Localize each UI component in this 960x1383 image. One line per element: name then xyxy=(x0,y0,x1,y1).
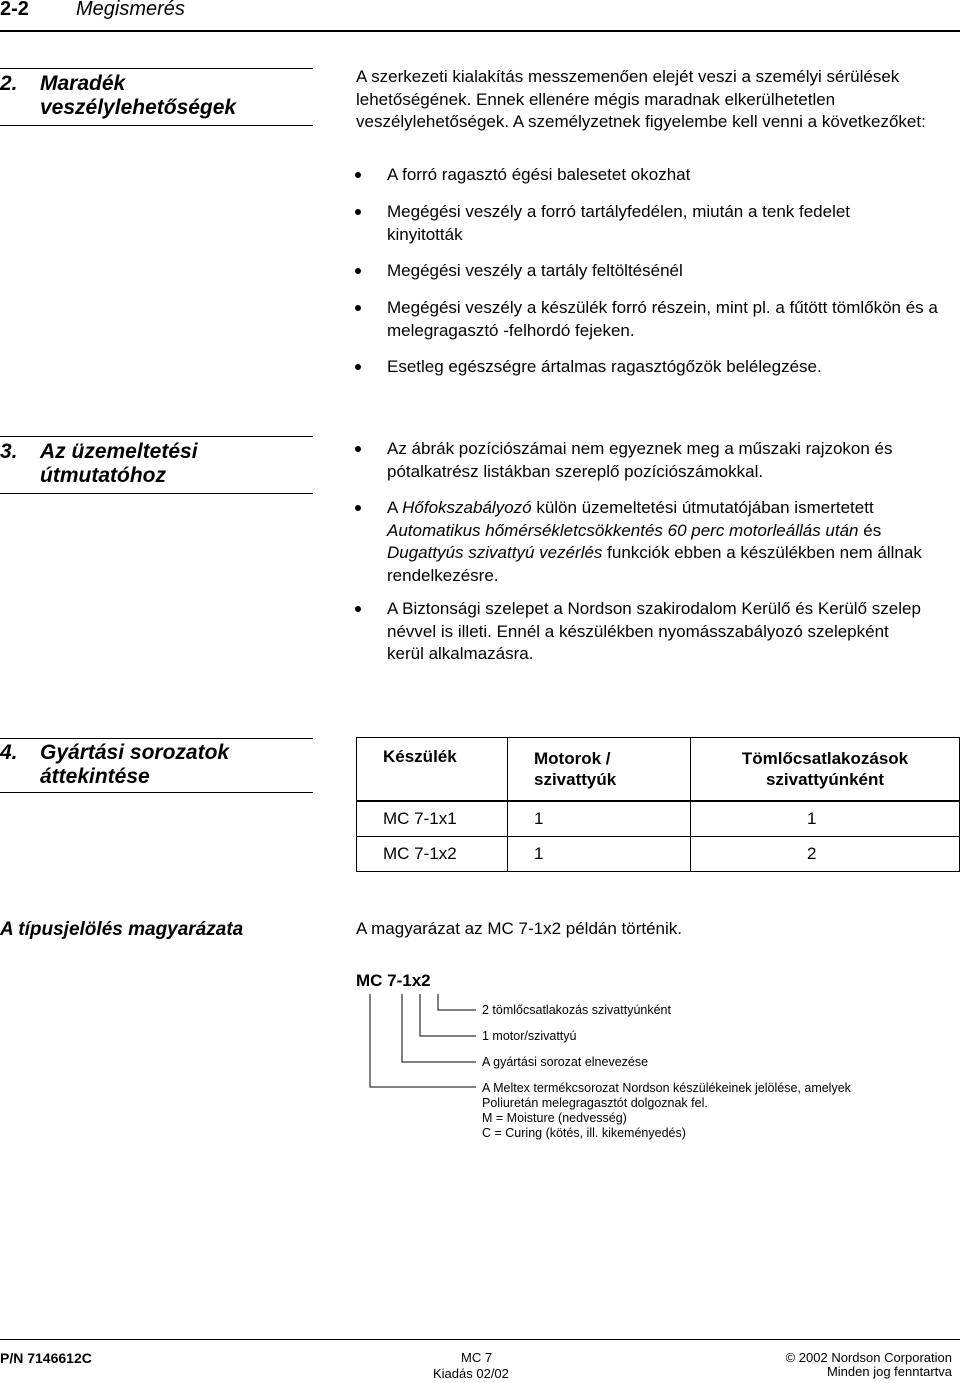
designation-item-4: A Meltex termékcsorozat Nordson készülékeinek jelölése, amelyek xyxy=(482,1081,851,1095)
section4-number: 4. xyxy=(0,741,18,764)
connector-line-3 xyxy=(402,994,476,1062)
page-title: Megismerés xyxy=(76,0,185,20)
section2-title-line1: Maradék xyxy=(40,72,126,95)
bullet-text: Megégési veszély a tartály feltöltésénél xyxy=(387,261,683,280)
bullet-text-a: A xyxy=(387,498,403,517)
section3-title-line1: Az üzemeltetési xyxy=(40,440,198,463)
bullet-text-d: funkciók ebben a készülékben nem állnak rendelkezésre. xyxy=(387,543,922,585)
table-cell: 1 xyxy=(508,801,691,837)
footer-rights: Minden jog fenntartva xyxy=(826,1364,952,1379)
table-cell: 1 xyxy=(691,801,960,837)
section2-title-line2: veszélylehetőségek xyxy=(40,96,237,119)
designation-item-6: M = Moisture (nedvesség) xyxy=(482,1111,627,1125)
table-cell: 2 xyxy=(691,837,960,872)
designation-item-5: Poliuretán melegragasztót dolgoznak fel. xyxy=(482,1096,708,1110)
type-designation-title: A típusjelölés magyarázata xyxy=(0,919,244,940)
designation-item-3: A gyártási sorozat elnevezése xyxy=(482,1055,649,1069)
bullet-text-italic-1: Hőfokszabályozó xyxy=(402,498,532,517)
bullet-text: Az ábrák pozíciószámai nem egyeznek meg a műszaki rajzokon és pótalkatrész listákban szereplő pozíciószámokkal. xyxy=(387,439,893,481)
footer-edition: Kiadás 02/02 xyxy=(433,1366,509,1381)
bullet-text: A Biztonsági szelepet a Nordson szakirodalom Kerülő és Kerülő szelep névvel is illeti. Ennél a készülékben nyomásszabályozó szelepként kerül alkalmazásra. xyxy=(387,599,921,663)
footer-rule xyxy=(0,1339,960,1340)
bullet-text: Megégési veszély a forró tartályfedélen, miután a tenk fedelet kinyitották xyxy=(387,202,851,244)
table-cell: MC 7-1x1 xyxy=(357,801,508,837)
bullet-text-italic-3: Dugattyús szivattyú vezérlés xyxy=(387,543,603,562)
table-header-cell: Motorok / szivattyúk xyxy=(508,738,691,802)
section4-title-line1: Gyártási sorozatok xyxy=(40,741,230,764)
type-code: MC 7-1x2 xyxy=(356,971,431,990)
designation-item-1: 2 tömlőcsatlakozás szivattyúnként xyxy=(482,1003,671,1017)
table-cell: MC 7-1x2 xyxy=(357,837,508,872)
table-cell: 1 xyxy=(508,837,691,872)
table-header-cell: Készülék xyxy=(357,738,508,802)
connector-line-4 xyxy=(370,994,476,1087)
connector-line-1 xyxy=(438,994,476,1010)
type-designation-intro: A magyarázat az MC 7-1x2 példán történik. xyxy=(356,919,682,938)
bullet-text-b: külön üzemeltetési útmutatójában ismertetett xyxy=(531,498,874,517)
section4-title-line2: áttekintése xyxy=(40,765,150,788)
section3-number: 3. xyxy=(0,440,18,463)
designation-item-2: 1 motor/szivattyú xyxy=(482,1029,577,1043)
bullet-text: Megégési veszély a készülék forró részein, mint pl. a fűtött tömlőkön és a melegragasztó -felhordó fejeken. xyxy=(387,298,938,340)
section2-number: 2. xyxy=(0,72,18,95)
footer-copyright: © 2002 Nordson Corporation xyxy=(785,1350,952,1365)
bullet-text-italic-2: Automatikus hőmérsékletcsökkentés 60 perc motorleállás után xyxy=(387,520,859,540)
designation-item-7: C = Curing (kötés, ill. kikeményedés) xyxy=(482,1126,686,1140)
part-number: P/N 7146612C xyxy=(0,1350,92,1366)
section-number: 2-2 xyxy=(0,0,29,20)
table-header-text: Tömlőcsatlakozások szivattyúnként xyxy=(741,749,909,789)
footer-model: MC 7 xyxy=(461,1350,493,1365)
connector-line-2 xyxy=(420,994,476,1036)
bullet-text: A forró ragasztó égési balesetet okozhat xyxy=(387,165,691,184)
section2-intro: A szerkezeti kialakítás messzemenően elejét veszi a személyi sérülések lehetőségének. Ennek ellenére mégis maradnak elkerülhetetlen veszélylehetőségek. A személyzetnek figyelembe kell venni a következőket: xyxy=(356,67,926,131)
section3-title-line2: útmutatóhoz xyxy=(40,464,166,487)
bullet-text: Esetleg egészségre ártalmas ragasztógőzök belélegzése. xyxy=(387,357,822,376)
bullet-text-c: és xyxy=(858,520,882,540)
